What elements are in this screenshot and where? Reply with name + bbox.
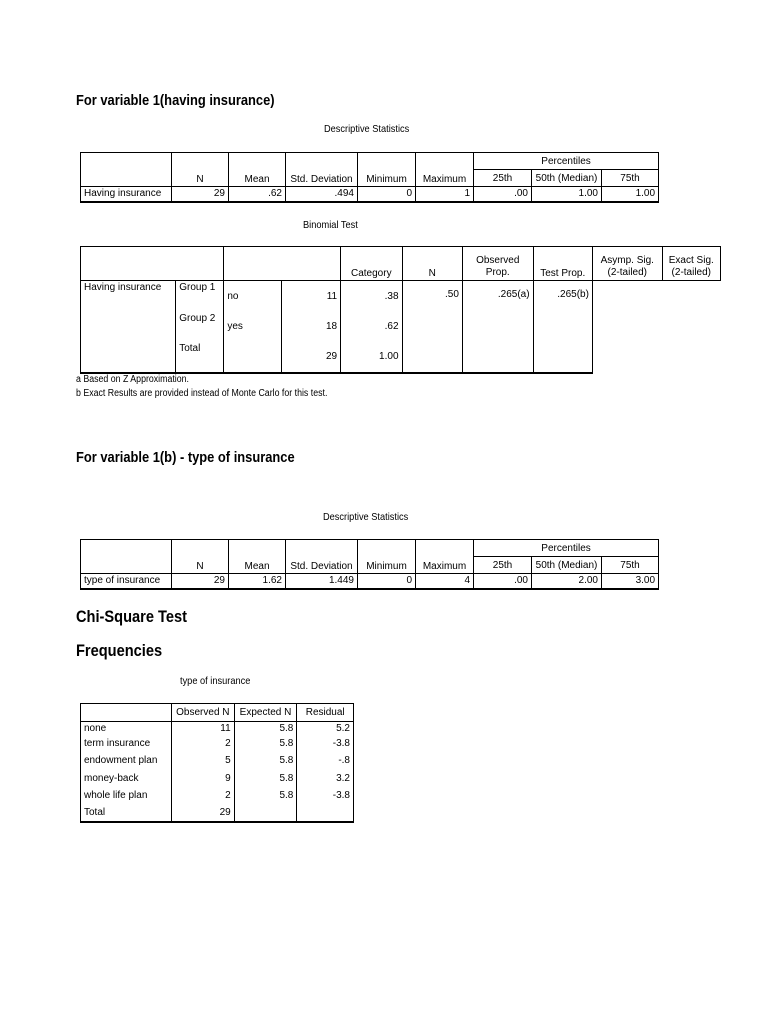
frequencies-table-title: type of insurance	[180, 675, 251, 687]
section2-heading: For variable 1(b) - type of insurance	[76, 449, 295, 466]
freq-residual-cell: -3.8	[297, 736, 354, 752]
row-label: type of insurance	[81, 574, 172, 589]
freq-observed-cell: 29	[172, 804, 235, 822]
variable-label: Having insurance	[81, 281, 176, 373]
section1-heading: For variable 1(having insurance)	[76, 92, 275, 109]
freq-row-label: term insurance	[81, 736, 172, 752]
observed-prop-cell: .62	[341, 312, 402, 342]
freq-residual-cell: -.8	[297, 752, 354, 770]
header-test-prop: Test Prop.	[533, 247, 592, 281]
header-mean: Mean	[229, 153, 286, 187]
header-exact-sig: Exact Sig. (2-tailed)	[662, 247, 720, 281]
header-observed-n: Observed N	[172, 704, 235, 722]
header-percentiles: Percentiles	[474, 540, 659, 557]
header-category: Category	[341, 247, 402, 281]
row-label: Having insurance	[81, 187, 172, 202]
test-prop-cell: .50	[402, 281, 462, 373]
desc-stats-table-2	[80, 539, 659, 590]
header-n: N	[402, 247, 462, 281]
header-75th: 75th	[602, 170, 659, 187]
n-cell: 11	[281, 281, 340, 312]
cell-minimum: 0	[358, 574, 416, 589]
freq-expected-cell: 5.8	[234, 736, 297, 752]
group-label: Group 1	[176, 281, 224, 312]
freq-row-label: none	[81, 722, 172, 736]
header-25th: 25th	[474, 170, 532, 187]
freq-row-label: whole life plan	[81, 788, 172, 804]
freq-row-label: endowment plan	[81, 752, 172, 770]
cell-n: 29	[172, 574, 229, 589]
freq-row-label: money-back	[81, 770, 172, 788]
header-asymp-sig: Asymp. Sig. (2-tailed)	[592, 247, 662, 281]
cell-75th: 3.00	[602, 574, 659, 589]
corner-cell	[81, 153, 172, 187]
cell-25th: .00	[474, 187, 532, 202]
empty-cell	[662, 281, 720, 373]
cell-std-deviation: .494	[286, 187, 358, 202]
footnote-a: a Based on Z Approximation.	[76, 374, 190, 385]
freq-observed-cell: 2	[172, 736, 235, 752]
freq-residual-cell: -3.8	[297, 788, 354, 804]
cell-maximum: 4	[416, 574, 474, 589]
freq-expected-cell: 5.8	[234, 722, 297, 736]
freq-residual-cell: 3.2	[297, 770, 354, 788]
freq-expected-cell: 5.8	[234, 770, 297, 788]
corner-cell	[81, 704, 172, 722]
header-residual: Residual	[297, 704, 354, 722]
cell-25th: .00	[474, 574, 532, 589]
header-50th: 50th (Median)	[532, 557, 602, 574]
group-label: Total	[176, 342, 224, 373]
cell-minimum: 0	[358, 187, 416, 202]
cell-75th: 1.00	[602, 187, 659, 202]
cell-50th: 1.00	[532, 187, 602, 202]
observed-prop-cell: 1.00	[341, 342, 402, 373]
chi-square-heading: Chi-Square Test	[76, 607, 188, 626]
header-minimum: Minimum	[358, 153, 416, 187]
group-label: Group 2	[176, 312, 224, 342]
header-maximum: Maximum	[416, 540, 474, 574]
cell-mean: .62	[229, 187, 286, 202]
category-cell: yes	[224, 312, 281, 342]
header-expected-n: Expected N	[234, 704, 297, 722]
asymp-sig-cell: .265(a)	[462, 281, 533, 373]
header-25th: 25th	[474, 557, 532, 574]
freq-expected-cell: 5.8	[234, 752, 297, 770]
header-percentiles: Percentiles	[474, 153, 659, 170]
corner-cell	[81, 247, 224, 281]
header-maximum: Maximum	[416, 153, 474, 187]
header-mean: Mean	[229, 540, 286, 574]
desc-stats-title-1: Descriptive Statistics	[324, 123, 410, 135]
observed-prop-cell: .38	[341, 281, 402, 312]
freq-observed-cell: 2	[172, 788, 235, 804]
frequencies-heading: Frequencies	[76, 641, 163, 660]
header-50th: 50th (Median)	[532, 170, 602, 187]
desc-stats-table-1	[80, 152, 659, 203]
cell-mean: 1.62	[229, 574, 286, 589]
n-cell: 29	[281, 342, 340, 373]
freq-observed-cell: 11	[172, 722, 235, 736]
empty-cell	[592, 281, 662, 373]
freq-expected-cell: 5.8	[234, 788, 297, 804]
binomial-test-title: Binomial Test	[303, 219, 358, 231]
cell-std-deviation: 1.449	[286, 574, 358, 589]
freq-residual-cell: 5.2	[297, 722, 354, 736]
header-n: N	[172, 153, 229, 187]
category-cell	[224, 342, 281, 373]
cell-50th: 2.00	[532, 574, 602, 589]
binomial-test-table	[80, 246, 721, 374]
header-std-deviation: Std. Deviation	[286, 540, 358, 574]
header-75th: 75th	[602, 557, 659, 574]
corner-cell	[81, 540, 172, 574]
header-std-deviation: Std. Deviation	[286, 153, 358, 187]
freq-observed-cell: 9	[172, 770, 235, 788]
category-cell: no	[224, 281, 281, 312]
cell-maximum: 1	[416, 187, 474, 202]
freq-observed-cell: 5	[172, 752, 235, 770]
freq-expected-cell	[234, 804, 297, 822]
header-minimum: Minimum	[358, 540, 416, 574]
header-observed-prop: Observed Prop.	[462, 247, 533, 281]
exact-sig-cell: .265(b)	[533, 281, 592, 373]
freq-residual-cell	[297, 804, 354, 822]
desc-stats-title-2: Descriptive Statistics	[323, 511, 409, 523]
header-n: N	[172, 540, 229, 574]
frequencies-table	[80, 703, 354, 823]
blank-header	[224, 247, 341, 281]
freq-row-label: Total	[81, 804, 172, 822]
cell-n: 29	[172, 187, 229, 202]
footnote-b: b Exact Results are provided instead of Monte Carlo for this test.	[76, 388, 328, 399]
n-cell: 18	[281, 312, 340, 342]
